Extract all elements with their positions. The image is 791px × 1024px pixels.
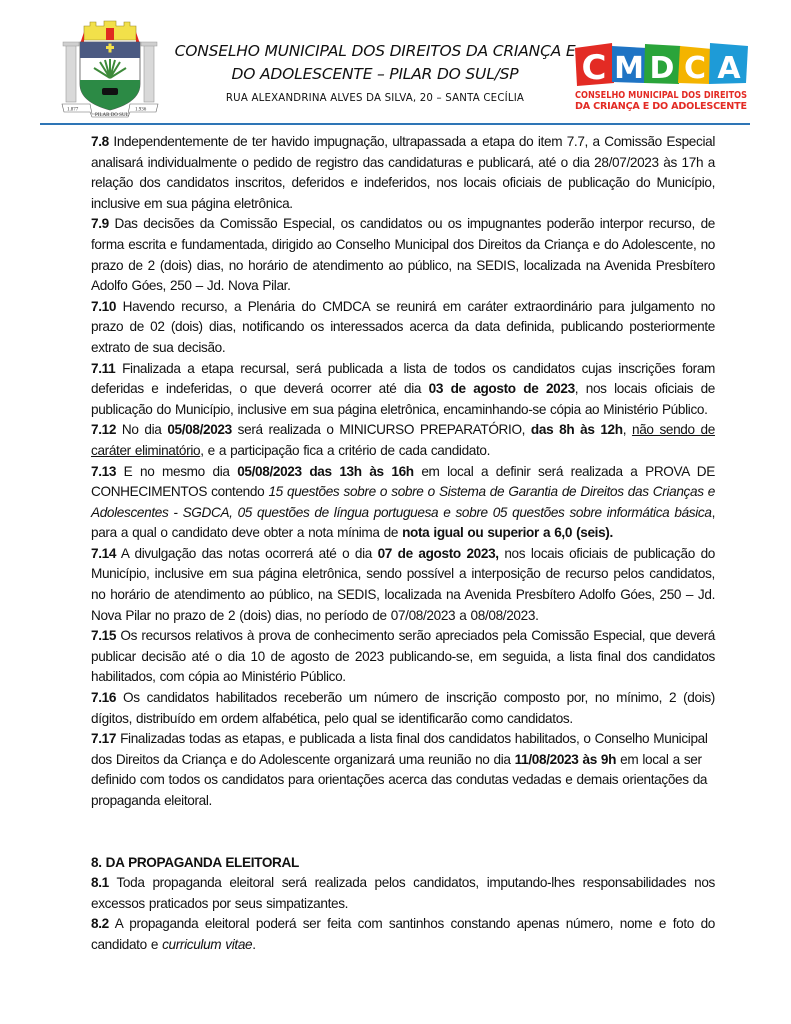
item-7-11: [91, 359, 715, 421]
item-7-13: [91, 462, 715, 544]
document-header: [0, 0, 791, 130]
svg-text:D: D: [649, 51, 675, 86]
item-7-12: [91, 420, 715, 461]
cmdca-letter-c2: [678, 46, 712, 86]
section-spacer: [91, 812, 715, 853]
item-text: A divulgação das notas ocorrerá até o dia: [116, 545, 378, 561]
item-8-1: [91, 873, 715, 914]
header-divider: [40, 123, 750, 125]
item-7-10: [91, 297, 715, 359]
item-text: E no mesmo dia: [116, 463, 238, 479]
item-number: 7.9: [91, 216, 109, 232]
item-text: nos locais oficiais de publicação do Município, inclusive em sua página eletrônica, sendo possível a interposição de recurso pelos candidatos, no horário de atendimento ao público, na SEDIS, localizada na Avenida Presbítero Adolfo Góes, 250 – Jd. Nova Pilar no prazo de 2 (dois) dias, no período de 07/08/2023 a 08/08/2023.: [91, 545, 715, 623]
item-text: Finalizadas todas as etapas, e publicada a lista final dos candidatos habilitados, o Conselho Municipal dos Direitos da Criança e do Adolescente organizará uma reunião no dia: [91, 731, 708, 767]
item-7-9: [91, 214, 715, 296]
crest-year-left: 1.877: [67, 107, 79, 113]
cmdca-letter-a: [709, 43, 748, 86]
item-7-16: [91, 688, 715, 729]
item-text: , e a participação fica a critério de cada candidato.: [200, 442, 491, 458]
curriculum-vitae: curriculum vitae: [162, 936, 253, 952]
council-title-line1: CONSELHO MUNICIPAL DOS DIREITOS DA CRIANÇA E: [174, 42, 576, 60]
svg-text:C: C: [581, 48, 607, 88]
item-7-14: [91, 544, 715, 626]
non-eliminatory-note: não sendo de caráter eliminatório: [91, 422, 715, 458]
item-text: , nos locais oficiais de publicação do Município, inclusive em sua página eletrônica, encaminhando-se cópia ao Ministério Público.: [91, 381, 716, 417]
svg-text:C: C: [683, 51, 707, 86]
council-title-block: [170, 40, 580, 104]
item-8-2: [91, 914, 715, 955]
exam-date-time: 05/08/2023 das 13h às 16h: [237, 463, 414, 479]
item-text: em local a ser definido com todos os candidatos para orientações acerca das condutas vedadas e demais orientações da propaganda eleitoral.: [91, 751, 708, 808]
item-text: Das decisões da Comissão Especial, os candidatos ou os impugnantes poderão interpor recurso, de forma escrita e fundamentada, dirigido ao Conselho Municipal dos Direitos da Criança e do Adolescente, no prazo de 2 (dois) dias, no horário de atendimento ao público, na SEDIS, localizada na Avenida Presbítero Adolfo Góes, 250 – Jd. Nova Pilar.: [91, 216, 715, 294]
crest-year-right: 1.936: [135, 107, 147, 113]
cmdca-subtitle-line1: CONSELHO MUNICIPAL DOS DIREITOS: [575, 90, 748, 101]
deadline-date: 03 de agosto de 2023: [428, 381, 575, 397]
cmdca-letter-c1: [575, 43, 614, 88]
item-text: em local a definir será realizada a PROVA DE CONHECIMENTOS contendo: [91, 463, 715, 500]
svg-text:M: M: [614, 51, 644, 86]
item-text: será realizada o MINICURSO PREPARATÓRIO,: [231, 422, 531, 438]
item-text: No dia: [116, 422, 168, 438]
item-text: Os recursos relativos à prova de conhecimento serão apreciados pela Comissão Especial, que deverá publicar decisão até o dia 10 de agosto de 2023 publicando-se, em seguida, a lista final dos candidatos habilitados, com cópia ao Ministério Público.: [91, 628, 715, 685]
meeting-date-time: 11/08/2023 às 9h: [514, 751, 617, 767]
item-number: 7.14: [91, 545, 117, 561]
results-date: 07 de agosto 2023,: [377, 545, 499, 561]
item-text: Toda propaganda eleitoral será realizada pelos candidatos, imputando-lhes responsabilidades nos excessos praticados por seus simpatizantes.: [91, 875, 715, 911]
svg-text:A: A: [717, 51, 741, 86]
cmdca-subtitle-line2: DA CRIANÇA E DO ADOLESCENTE: [575, 101, 747, 112]
council-title-line2: DO ADOLESCENTE – PILAR DO SUL/SP: [231, 65, 519, 83]
document-body: [91, 132, 715, 956]
item-number: 7.13: [91, 463, 117, 479]
item-text: Independentemente de ter havido impugnação, ultrapassada a etapa do item 7.7, a Comissão Especial analisará individualmente o pedido de registro das candidaturas e publicará, até o dia 28/07/2023 às 17h a relação dos candidatos inscritos, deferidos e indeferidos, nos locais oficiais de publicação do Município, inclusive em sua página eletrônica.: [91, 134, 715, 211]
item-number: 7.10: [91, 298, 117, 314]
crest-ribbon-text: PILAR DO SUL: [95, 112, 129, 118]
section-8-heading: 8. DA PROPAGANDA ELEITORAL: [91, 854, 299, 870]
exam-content: 15 questões sobre o sobre o Sistema de Garantia de Direitos das Crianças e Adolescentes - SGDCA, 05 questões de língua portuguesa e sobre 05 questões sobre informática básica: [91, 484, 715, 520]
item-number: 7.15: [91, 628, 117, 644]
item-number: 7.17: [91, 731, 117, 747]
municipal-coat-of-arms-icon: [60, 18, 160, 118]
item-text: .: [252, 936, 256, 952]
item-number: 7.12: [91, 422, 117, 438]
item-text: Os candidatos habilitados receberão um número de inscrição composto por, no mínimo, 2 (dois) dígitos, distribuído em ordem alfabética, pelo qual se identificarão como candidatos.: [91, 690, 715, 726]
cmdca-letter-m: [612, 46, 647, 86]
cmdca-letter-d: [644, 44, 681, 86]
item-number: 7.11: [91, 360, 116, 376]
item-number: 8.2: [91, 916, 109, 932]
item-text: , para a qual o candidato deve obter a nota mínima de: [91, 504, 715, 541]
council-address: RUA ALEXANDRINA ALVES DA SILVA, 20 – SANTA CECÍLIA: [225, 93, 525, 104]
minimum-grade: nota igual ou superior a 6,0 (seis).: [402, 525, 613, 541]
item-number: 8.1: [91, 875, 109, 891]
item-text: ,: [622, 422, 632, 438]
item-7-15: [91, 626, 715, 688]
item-7-17: [91, 729, 715, 811]
cmdca-logo: [572, 40, 752, 115]
item-number: 7.8: [91, 134, 109, 149]
item-text: A propaganda eleitoral poderá ser feita com santinhos constando apenas número, nome e foto do candidato e: [91, 916, 715, 952]
item-number: 7.16: [91, 690, 117, 706]
item-7-8: [91, 132, 715, 214]
item-text: Havendo recurso, a Plenária do CMDCA se reunirá em caráter extraordinário para julgamento no prazo de 02 (dois) dias, notificando os interessados acerca da data definida, publicando posteriormente extrato de sua decisão.: [91, 298, 715, 355]
course-date: 05/08/2023: [167, 422, 232, 438]
item-text: Finalizada a etapa recursal, será publicada a lista de todos os candidatos cujas inscrições foram deferidas e indeferidas, o que deverá ocorrer até dia: [91, 360, 715, 397]
course-hours: das 8h às 12h: [530, 422, 623, 438]
